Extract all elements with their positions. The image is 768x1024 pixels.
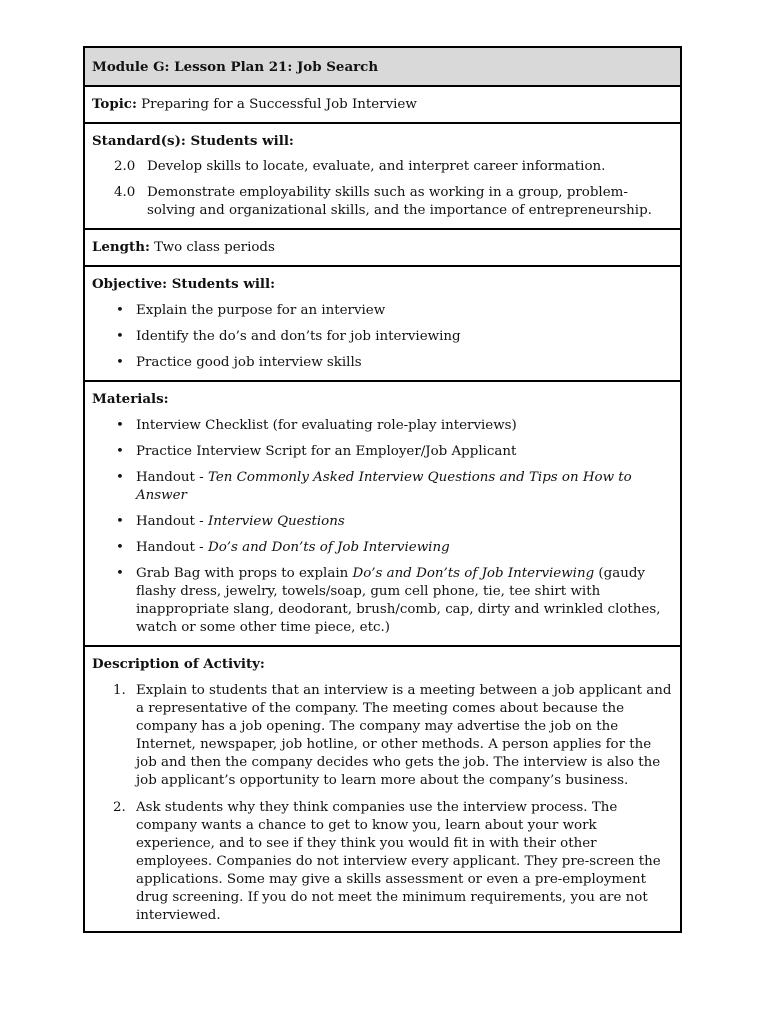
lesson-plan-table	[83, 46, 682, 933]
objective-label: Objective: Students will:	[92, 276, 276, 292]
bullet-icon: •	[116, 329, 124, 344]
material-text: Practice Interview Script for an Employer/Job Applicant	[136, 444, 517, 459]
bullet-icon: •	[116, 444, 124, 459]
material-title: Ten Commonly Asked Interview Questions and Tips on How to Answer	[136, 470, 632, 503]
objective-row	[85, 265, 680, 380]
bullet-icon: •	[116, 566, 124, 581]
material-text: Handout -	[136, 540, 208, 555]
list-item	[92, 354, 672, 372]
standard-code: 2.0	[114, 159, 136, 174]
standard-item	[92, 184, 672, 220]
step-text: Explain to students that an interview is a meeting between a job applicant and a representative of the company. The meeting comes about because the company has a job opening. The company may advertise the job on the Internet, newspaper, job hotline, or other methods. A person applies for the job and then the company decides who gets the job. The interview is also the job applicant’s opportunity to learn more about the company’s business.	[136, 683, 672, 788]
objective-text: Explain the purpose for an interview	[136, 303, 386, 318]
topic-label: Topic:	[92, 96, 137, 112]
list-item	[92, 539, 672, 557]
step-number: 1.	[113, 683, 126, 698]
standard-text: Develop skills to locate, evaluate, and interpret career information.	[147, 159, 606, 174]
standard-item	[92, 158, 672, 176]
length-label: Length:	[92, 239, 150, 255]
objective-list	[92, 302, 672, 372]
material-details: (gaudy flashy dress, jewelry, towels/soap, gum cell phone, tie, tee shirt with inappropriate slang, deodorant, brush/comb, cap, dirty and wrinkled clothes, watch or some other time piece, etc.)	[136, 566, 661, 635]
standards-label: Standard(s): Students will:	[92, 133, 294, 149]
topic-row	[85, 85, 680, 122]
material-title: Interview Questions	[207, 514, 345, 529]
length-row	[85, 228, 680, 265]
list-item	[92, 565, 672, 637]
bullet-icon: •	[116, 418, 124, 433]
bullet-icon: •	[116, 303, 124, 318]
list-item	[92, 417, 672, 435]
material-text: Grab Bag with props to explain	[136, 566, 353, 581]
list-item	[92, 443, 672, 461]
activity-label: Description of Activity:	[92, 656, 265, 672]
topic-value: Preparing for a Successful Job Interview	[141, 97, 417, 112]
list-item	[92, 513, 672, 531]
materials-label: Materials:	[92, 391, 169, 407]
lesson-title: Module G: Lesson Plan 21: Job Search	[92, 59, 379, 75]
material-title: Do’s and Don’ts of Job Interviewing	[352, 566, 595, 581]
bullet-icon: •	[116, 514, 124, 529]
step-text: Ask students why they think companies use the interview process. The company wants a chance to get to know you, learn about your work experience, and to see if they think you would fit in with their other employees. Companies do not interview every applicant. They pre-screen the applications. Some may give a skills assessment or even a pre-employment drug screening. If you do not meet the minimum requirements, you are not interviewed.	[136, 800, 661, 923]
list-item	[92, 302, 672, 320]
standard-code: 4.0	[114, 185, 136, 200]
bullet-icon: •	[116, 540, 124, 555]
list-item	[92, 799, 672, 925]
materials-list	[92, 417, 672, 637]
material-text: Handout -	[136, 470, 208, 485]
objective-text: Practice good job interview skills	[136, 355, 362, 370]
material-text: Interview Checklist (for evaluating role-play interviews)	[136, 418, 517, 433]
objective-text: Identify the do’s and don’ts for job interviewing	[136, 329, 461, 344]
materials-row	[85, 380, 680, 645]
list-item	[92, 328, 672, 346]
material-text: Handout -	[136, 514, 208, 529]
bullet-icon: •	[116, 355, 124, 370]
material-title: Do’s and Don’ts of Job Interviewing	[207, 540, 450, 555]
list-item	[92, 682, 672, 790]
standards-row	[85, 122, 680, 228]
bullet-icon: •	[116, 470, 124, 485]
activity-list	[92, 682, 672, 925]
lesson-header-row	[85, 48, 680, 85]
list-item	[92, 469, 672, 505]
length-value: Two class periods	[154, 240, 275, 255]
activity-row	[85, 645, 680, 931]
step-number: 2.	[113, 800, 126, 815]
standard-text: Demonstrate employability skills such as working in a group, problem-solving and organizational skills, and the importance of entrepreneurship.	[147, 185, 652, 218]
